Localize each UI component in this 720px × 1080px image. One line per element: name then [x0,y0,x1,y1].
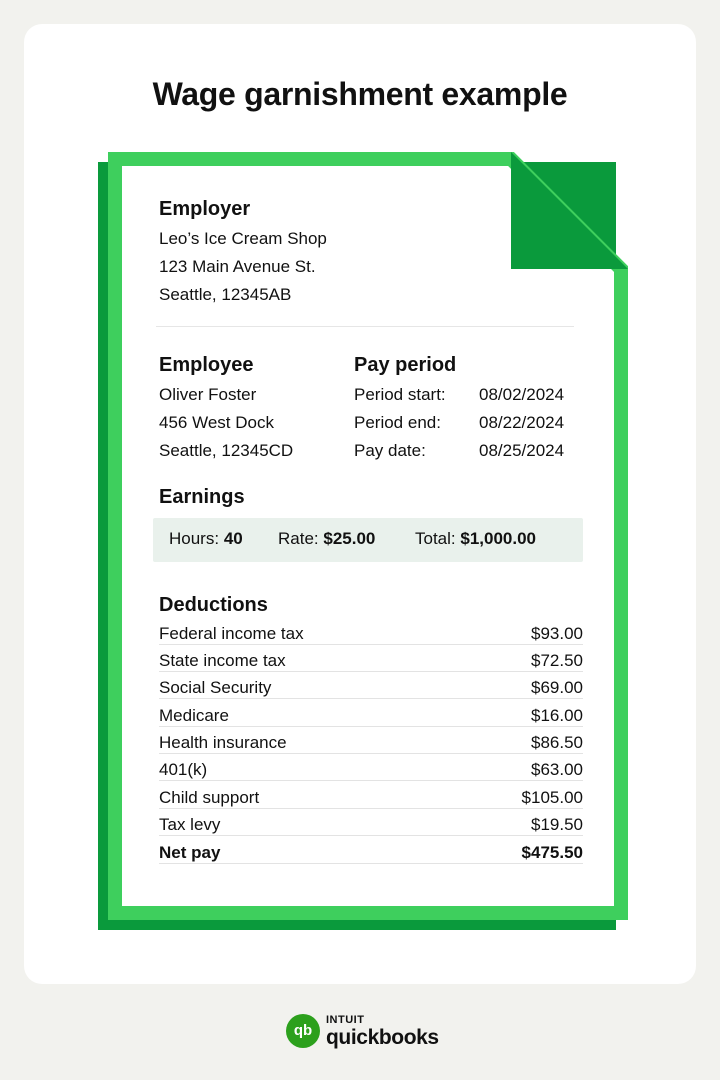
hours-field [169,529,243,549]
hours-value: 40 [223,529,243,548]
employer-line: Seattle, 12345AB [159,285,292,304]
total-field [415,529,536,549]
page-title: Wage garnishment example [152,76,568,112]
qb-logo-icon: qb [286,1014,320,1048]
rate-value: $25.00 [323,529,376,548]
deduction-amount: $69.00 [523,678,583,698]
deduction-amount: $16.00 [523,706,583,726]
pay-period-value: 08/22/2024 [479,413,565,432]
employee-line: Seattle, 12345CD [159,441,294,460]
deduction-label: Child support [159,788,267,808]
hours-label: Hours: [169,529,220,548]
deduction-label: Health insurance [159,733,295,753]
deduction-row [159,678,583,705]
deduction-label: 401(k) [159,760,215,780]
deductions-heading: Deductions [159,594,268,616]
total-label: Total: [415,529,456,548]
deduction-label: Medicare [159,706,237,726]
employer-line: Leo’s Ice Cream Shop [159,229,327,248]
employee-line: Oliver Foster [159,385,257,404]
deduction-amount: $86.50 [523,733,583,753]
total-value: $1,000.00 [460,529,537,548]
deduction-row [159,733,583,760]
employee-line: 456 West Dock [159,413,274,432]
deduction-label: Federal income tax [159,624,312,644]
deduction-row [159,788,583,815]
deduction-row [159,706,583,733]
deduction-amount: $63.00 [523,760,583,780]
deduction-amount: $72.50 [523,651,583,671]
pay-period-label: Period end: [354,413,441,432]
pay-period-value: 08/25/2024 [479,441,565,460]
pay-period-heading: Pay period [354,354,457,376]
deduction-row [159,651,583,678]
earnings-bar [153,518,583,562]
deduction-amount: $93.00 [523,624,583,644]
pay-period-label: Pay date: [354,441,426,460]
employer-line: 123 Main Avenue St. [159,257,316,276]
net-pay-row [159,843,583,870]
deduction-label: Social Security [159,678,279,698]
rate-field [278,529,375,549]
deduction-label: State income tax [159,651,294,671]
deduction-row [159,815,583,842]
logo-quickbooks-text: quickbooks [326,1026,439,1049]
earnings-heading: Earnings [159,486,245,508]
deduction-label: Tax levy [159,815,228,835]
pay-period-value: 08/02/2024 [479,385,565,404]
deduction-amount: $19.50 [523,815,583,835]
employee-heading: Employee [159,354,254,376]
divider [156,326,574,327]
deduction-row [159,760,583,787]
net-pay-label: Net pay [159,843,228,863]
net-pay-amount: $475.50 [514,843,583,863]
deduction-amount: $105.00 [514,788,583,808]
pay-period-label: Period start: [354,385,446,404]
rate-label: Rate: [278,529,319,548]
deduction-row [159,624,583,651]
employer-heading: Employer [159,198,251,220]
logo-intuit-text: INTUIT [326,1014,365,1026]
